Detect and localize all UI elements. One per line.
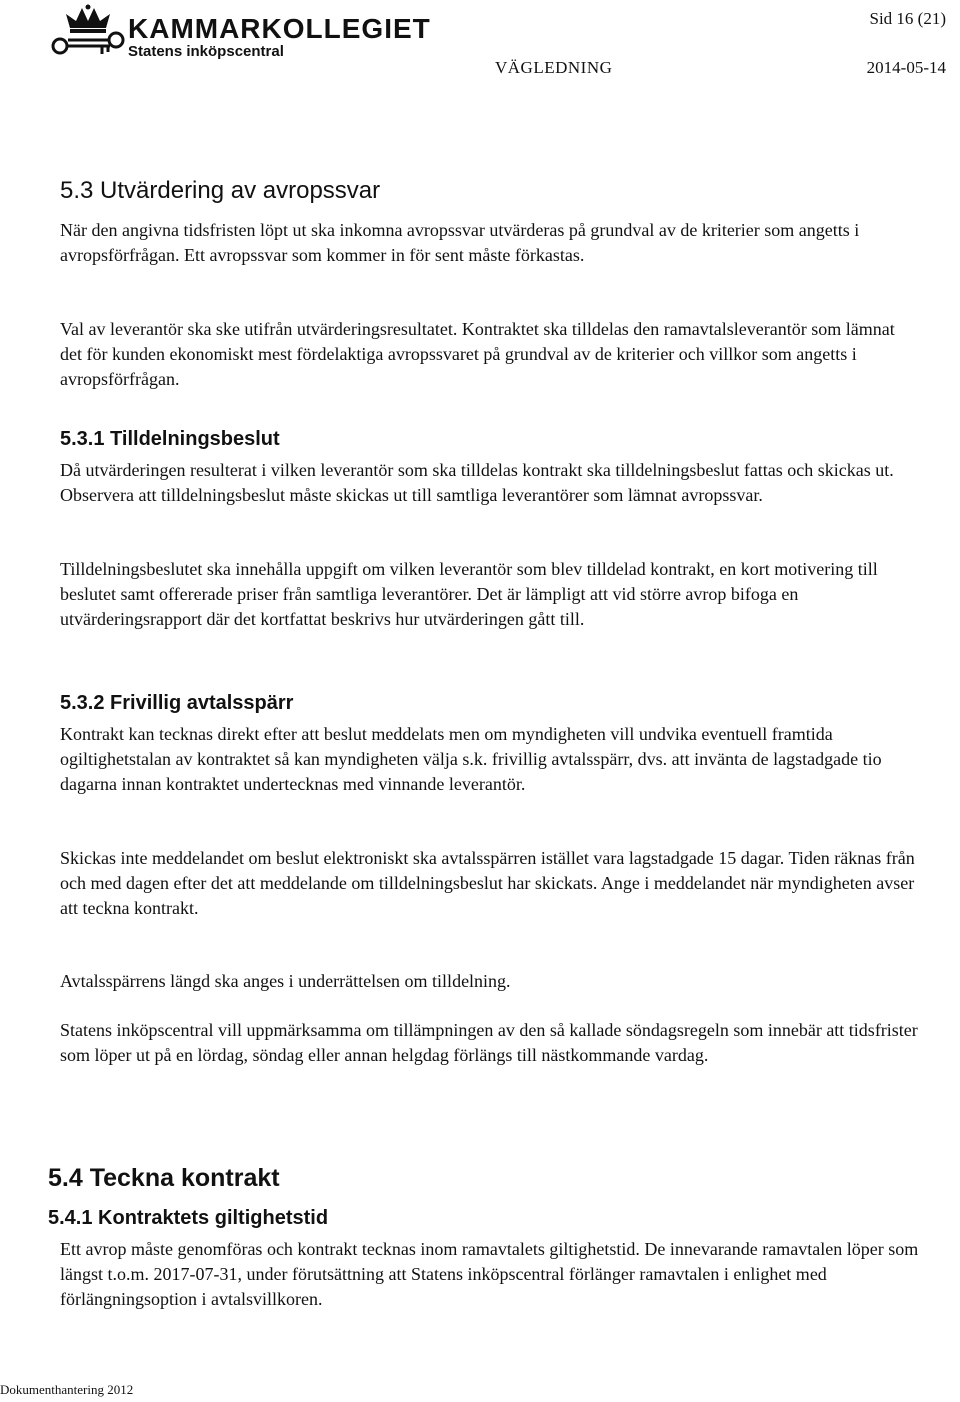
- brand-name: KAMMARKOLLEGIET: [128, 13, 431, 44]
- paragraph: Kontrakt kan tecknas direkt efter att beslut meddelats men om myndigheten vill undvika eventuell framtida ogiltighetstalan av kontraktet så kan myndigheten välja s.k. frivillig avtalsspärr, dvs. att invänta de lagstadgade tio dagarna innan kontraktet undertecknas med vinnande leverantör.: [60, 724, 882, 794]
- paragraph: Tilldelningsbeslutet ska innehålla uppgift om vilken leverantör som blev tilldelad kontrakt, en kort motivering till beslutet samt offererade priser från samtliga leverantörer. Det är lämpligt att vid större avrop bifoga en utvärderingsrapport där det kortfattat beskrivs hur utvärderingen gått till.: [60, 559, 878, 629]
- paragraph: Val av leverantör ska ske utifrån utvärderingsresultatet. Kontraktet ska tilldelas den ramavtalsleverantör som lämnat det för kunden ekonomiskt mest fördelaktiga avropssvaret på grundval av de kriterier och villkor som angetts i avropsförfrågan.: [60, 319, 895, 389]
- paragraph: Skickas inte meddelandet om beslut elektroniskt ska avtalsspärren istället vara lagstadgade 15 dagar. Tiden räknas från och med dagen efter det att meddelande om tilldelningsbeslut har skickats. Ange i meddelandet när myndigheten avser att teckna kontrakt.: [60, 848, 915, 918]
- section-heading-5-3: 5.3 Utvärdering av avropssvar: [60, 177, 381, 204]
- paragraph: Då utvärderingen resulterat i vilken leverantör som ska tilldelas kontrakt ska tilldelningsbeslut fattas och skickas ut. Observera att tilldelningsbeslut måste skickas ut till samtliga leverantörer som lämnat avropssvar.: [60, 460, 894, 505]
- section-heading-5-3-2: 5.3.2 Frivillig avtalsspärr: [60, 692, 294, 714]
- paragraph: När den angivna tidsfristen löpt ut ska inkomna avropssvar utvärderas på grundval av de kriterier som angetts i avropsförfrågan. Ett avropssvar som kommer in för sent måste förkastas.: [60, 220, 860, 265]
- page-number: Sid 16 (21): [869, 9, 946, 28]
- document-date: 2014-05-14: [866, 58, 946, 77]
- section-heading-5-3-1: 5.3.1 Tilldelningsbeslut: [60, 428, 280, 450]
- footer-text: Dokumenthantering 2012: [0, 1382, 134, 1397]
- section-heading-5-4-1: 5.4.1 Kontraktets giltighetstid: [48, 1207, 329, 1229]
- paragraph: Statens inköpscentral vill uppmärksamma om tillämpningen av den så kallade söndagsregeln som innebär att tidsfrister som löper ut på en lördag, söndag eller annan helgdag förlängs till nästkommande vardag.: [60, 1020, 918, 1065]
- crown-keys-icon: [48, 4, 128, 60]
- section-heading-5-4: 5.4 Teckna kontrakt: [48, 1164, 280, 1192]
- brand-subtitle: Statens inköpscentral: [128, 43, 284, 60]
- paragraph: Ett avrop måste genomföras och kontrakt tecknas inom ramavtalets giltighetstid. De innevarande ramavtalen löper som längst t.o.m. 2017-07-31, under förutsättning att Statens inköpscentral förlänger ramavtalen i enlighet med förlängningsoption i avtalsvillkoren.: [60, 1239, 919, 1309]
- document-type: VÄGLEDNING: [495, 58, 613, 77]
- paragraph: Avtalsspärrens längd ska anges i underrättelsen om tilldelning.: [60, 971, 511, 991]
